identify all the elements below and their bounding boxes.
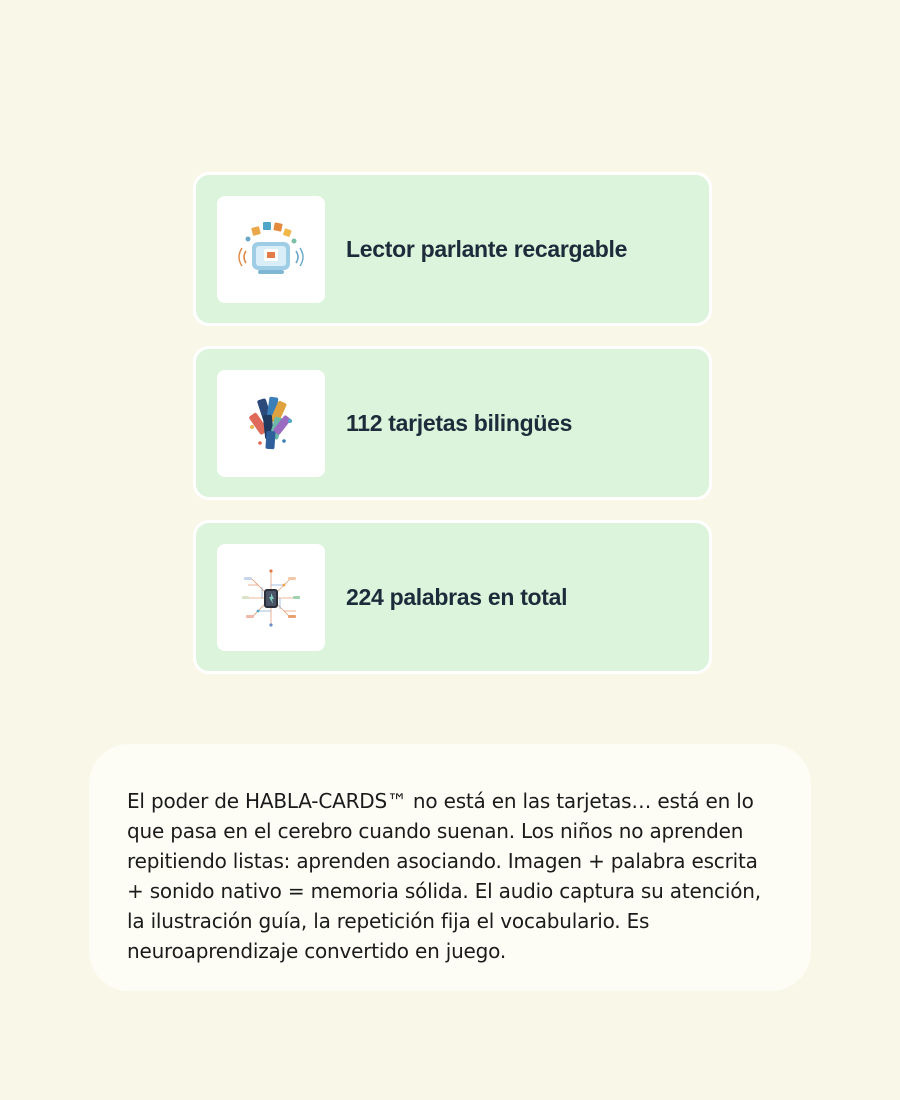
description-text: El poder de HABLA-CARDS™ no está en las tarjetas… está en lo que pasa en el cerebro cuando suenan. Los niños no aprenden repitiendo listas: aprenden asociando. Imagen + palabra escrita + sonido nativo = memoria sólida. El audio captura su atención, la ilustración guía, la repetición fija el vocabulario. Es neuroaprendizaje convertido en juego.	[127, 789, 761, 963]
feature-thumbnail	[217, 544, 325, 651]
feature-label: 224 palabras en total	[346, 583, 568, 610]
feature-label: Lector parlante recargable	[346, 235, 628, 262]
feature-thumbnail	[217, 196, 325, 303]
feature-thumbnail	[217, 370, 325, 477]
word-network-icon	[238, 565, 304, 631]
card-stack-icon	[238, 391, 304, 457]
feature-card-words	[193, 520, 712, 674]
feature-card-cards	[193, 346, 712, 500]
description-box	[89, 744, 811, 991]
feature-list	[193, 172, 712, 694]
feature-card-reader	[193, 172, 712, 326]
feature-label: 112 tarjetas bilingües	[346, 409, 573, 436]
talking-reader-icon	[238, 217, 304, 283]
